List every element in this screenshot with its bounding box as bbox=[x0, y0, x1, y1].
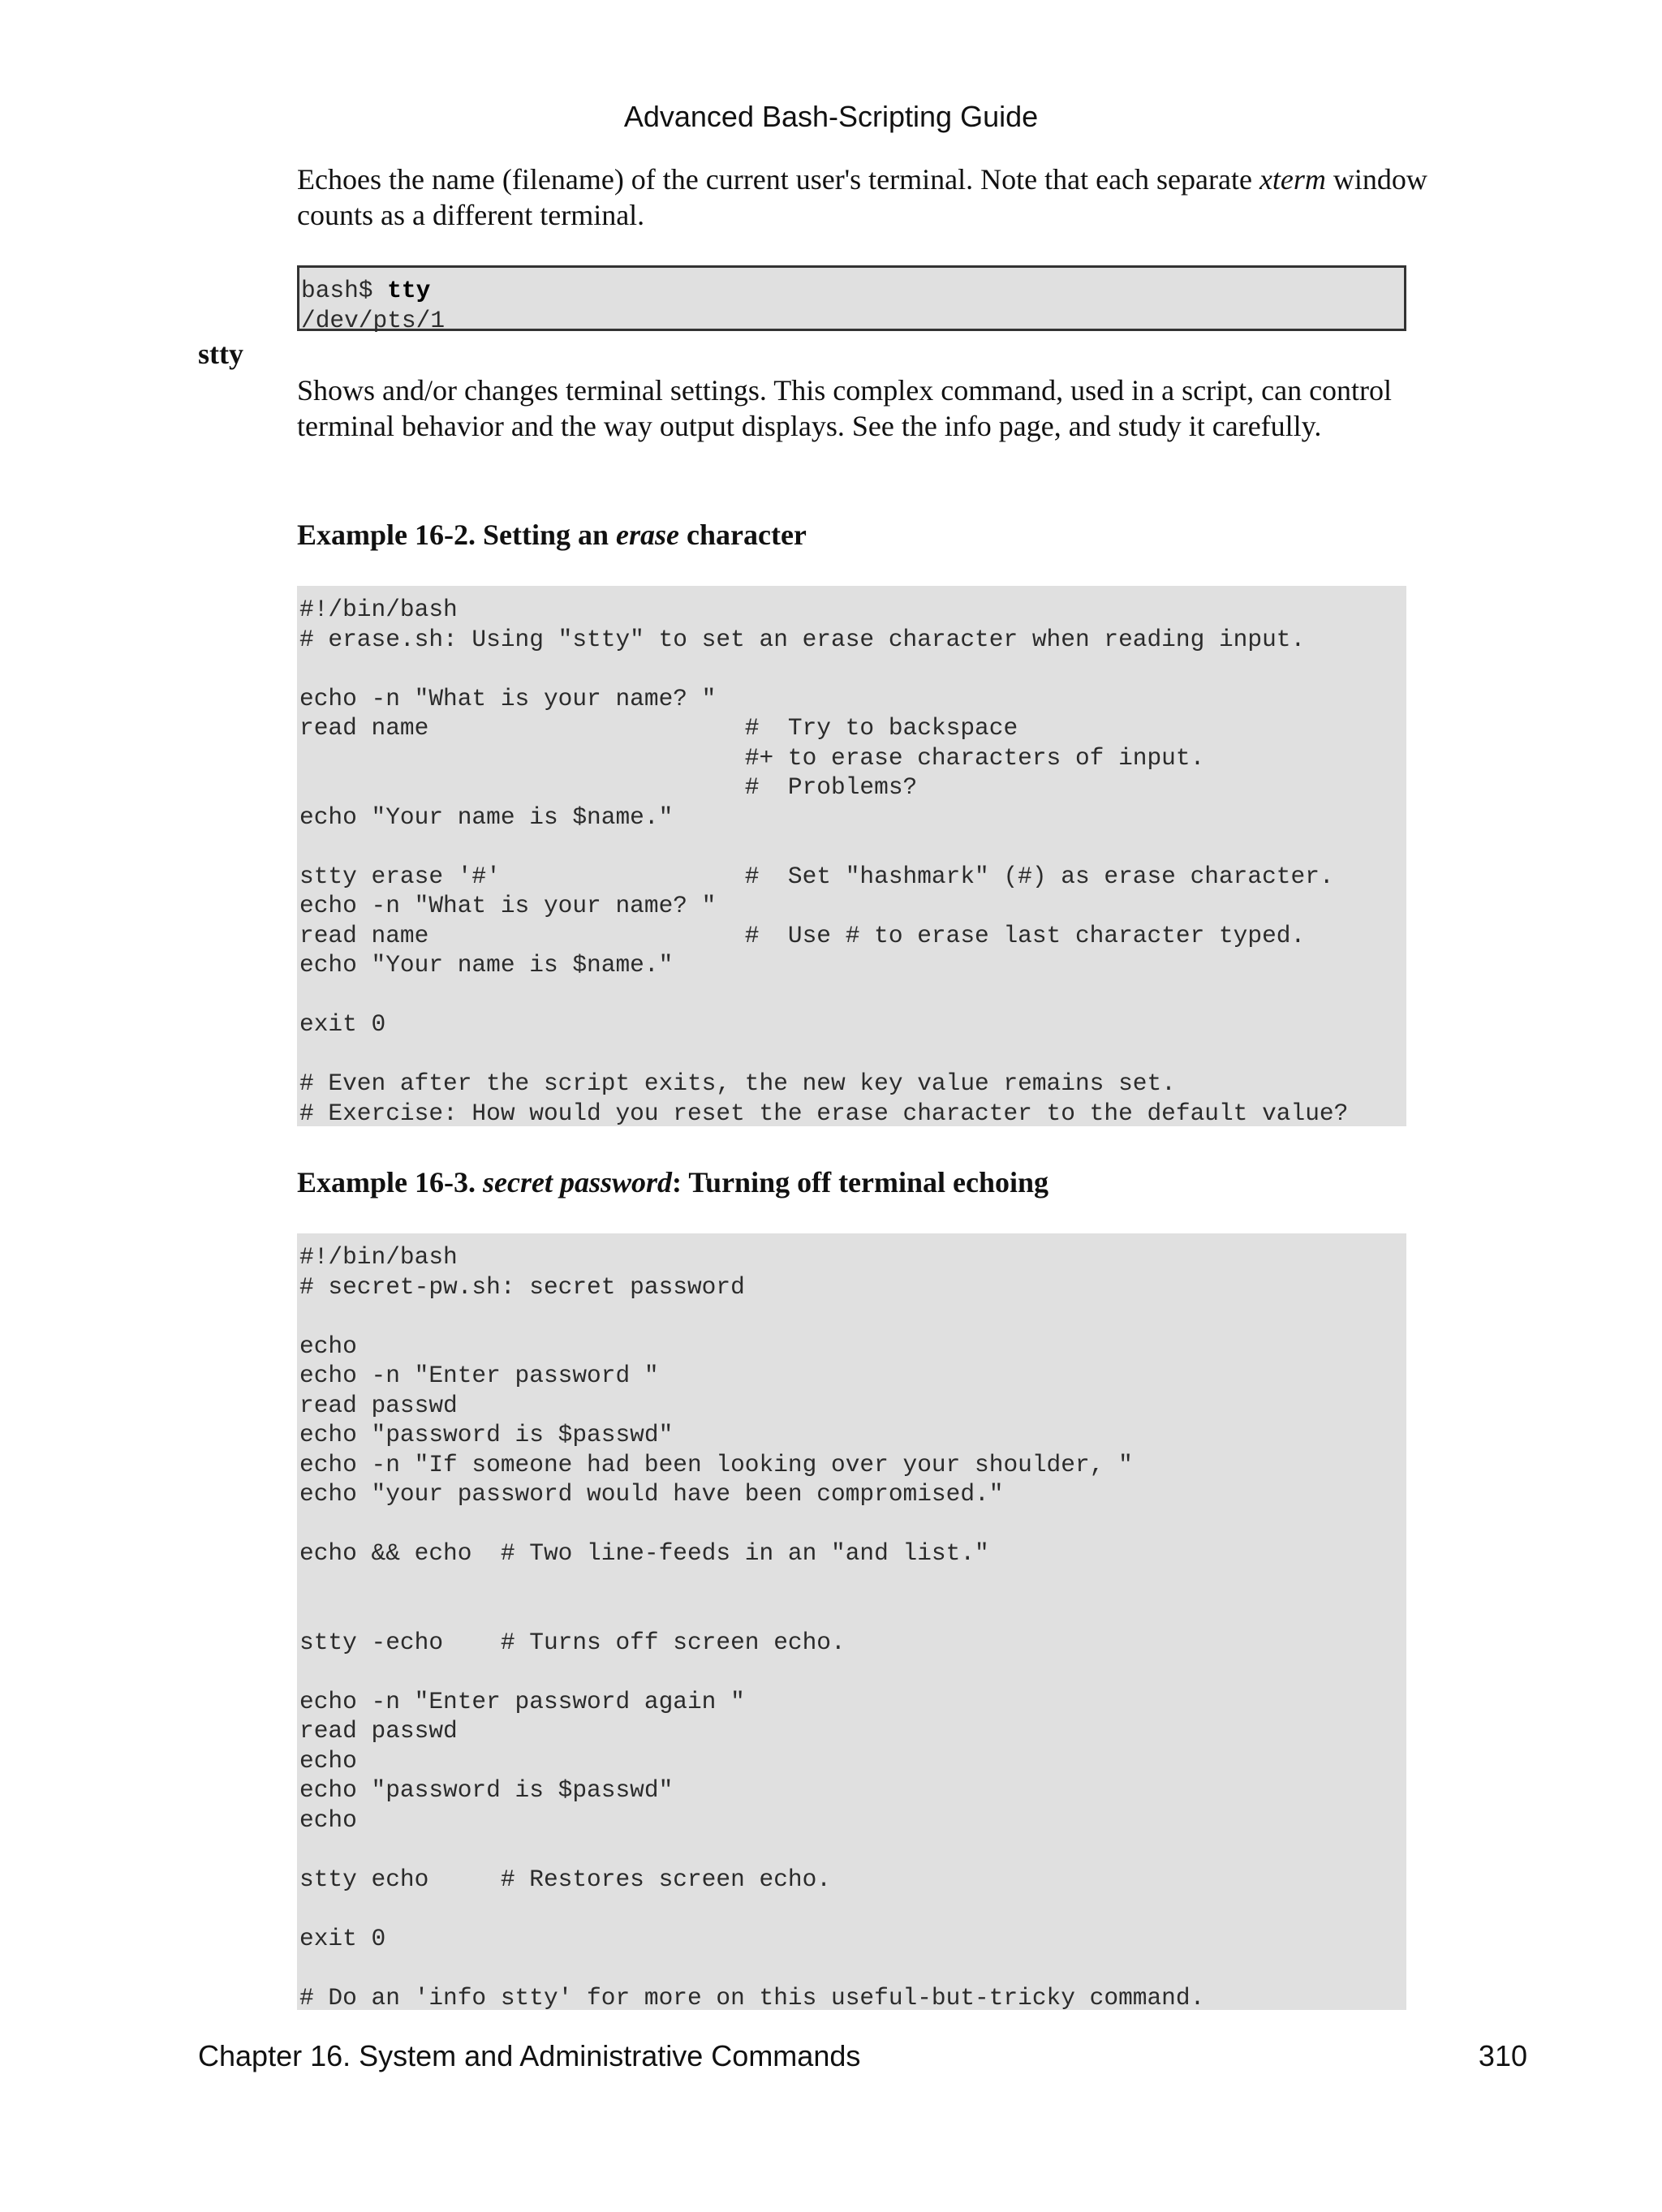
screen-prompt: bash$ bbox=[301, 277, 388, 304]
stty-term: stty bbox=[198, 338, 243, 370]
stty-description: Shows and/or changes terminal settings. This complex command, used in a script, can control terminal behavior and the way output displays. See the info page, and study it carefully. bbox=[297, 374, 1393, 442]
screen-output: /dev/pts/1 bbox=[301, 306, 446, 334]
tty-description-text: Echoes the name (filename) of the current user's terminal. Note that each separate bbox=[297, 163, 1259, 196]
screen-command: tty bbox=[387, 277, 431, 304]
example-16-3-code: #!/bin/bash # secret-pw.sh: secret password echo echo -n "Enter password " read passwd echo "password is $passwd" echo -n "If someone had been looking over your shoulder, " echo "your password would have been compromised." echo && echo # Two line-feeds in an "and list." stty -echo # Turns off screen echo. echo -n "Enter password again " read passwd echo echo "password is $passwd" echo stty echo # Restores screen echo. exit 0 # Do an 'info stty' for more on this useful-but-tricky command. bbox=[299, 1243, 1205, 2012]
tty-screen-code bbox=[301, 276, 1404, 335]
example-16-3-title bbox=[297, 1164, 1048, 1200]
example-16-3-title-emphasis: secret password bbox=[483, 1166, 672, 1199]
example-16-2-code: #!/bin/bash # erase.sh: Using "stty" to set an erase character when reading input. echo -n "What is your name? " read name # Try to backspace #+ to erase characters of input. # Problems? echo "Your name is $name." stty erase '#' # Set "hashmark" (#) as erase character. echo -n "What is your name? " read name # Use # to erase last character typed. echo "Your name is $name." exit 0 # Even after the script exits, the new key value remains set. # Exercise: How would you reset the erase character to the default value? bbox=[299, 596, 1349, 1127]
tty-screen-example bbox=[297, 265, 1406, 334]
footer-chapter: Chapter 16. System and Administrative Commands bbox=[198, 2039, 861, 2072]
example-16-2-title-prefix: Example 16-2. Setting an bbox=[297, 519, 617, 551]
footer-page-number: 310 bbox=[1478, 2039, 1527, 2072]
example-16-3-code-box bbox=[297, 1233, 1406, 2010]
example-16-3-title-suffix: : Turning off terminal echoing bbox=[672, 1166, 1049, 1199]
tty-description-text-end: window counts as a different terminal. bbox=[297, 163, 1427, 231]
example-16-2-title-suffix: character bbox=[679, 519, 807, 551]
example-16-2-code-box bbox=[297, 586, 1406, 1126]
example-16-3-title-prefix: Example 16-3. bbox=[297, 1166, 483, 1199]
tty-description bbox=[297, 161, 1482, 233]
page-header-title: Advanced Bash-Scripting Guide bbox=[623, 100, 1039, 133]
example-16-2-title bbox=[297, 517, 807, 553]
tty-description-emphasis: xterm bbox=[1259, 163, 1326, 196]
example-16-2-title-emphasis: erase bbox=[616, 519, 679, 551]
